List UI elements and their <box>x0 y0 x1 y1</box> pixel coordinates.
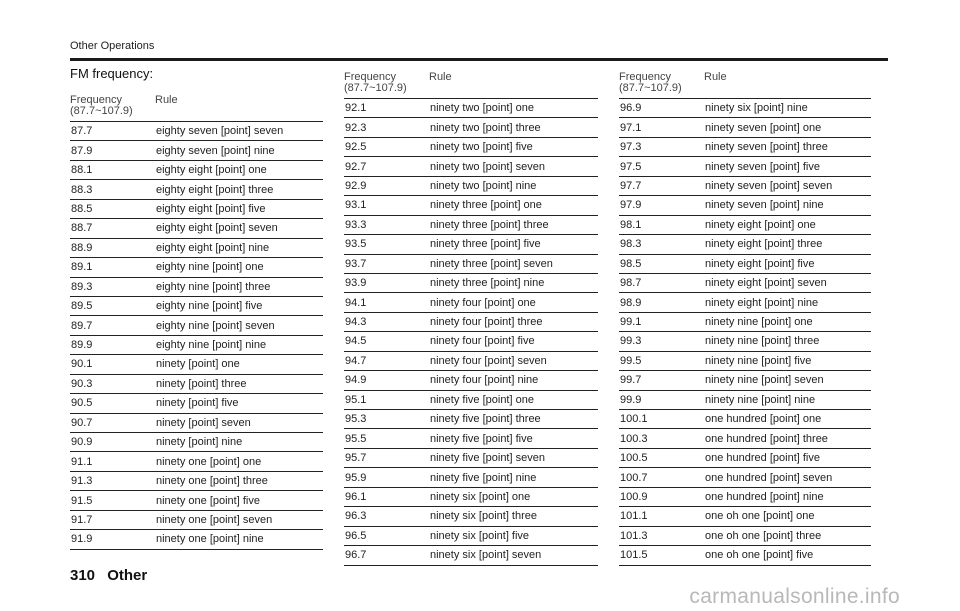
rule-cell: ninety four [point] nine <box>430 374 539 387</box>
frequency-cell: 99.5 <box>620 354 642 367</box>
rule-cell: one oh one [point] one <box>705 510 815 523</box>
rule-cell: eighty nine [point] three <box>156 280 271 293</box>
rule-cell: ninety six [point] seven <box>430 549 542 562</box>
frequency-cell: 89.3 <box>71 280 93 293</box>
rule-cell: eighty nine [point] seven <box>156 319 275 332</box>
rule-cell: ninety one [point] five <box>156 494 260 507</box>
table-column-3 <box>619 72 871 566</box>
frequency-cell: 101.1 <box>620 510 648 523</box>
table-row <box>344 177 598 196</box>
table-row <box>70 433 323 452</box>
frequency-cell: 95.7 <box>345 452 367 465</box>
rule-header: Rule <box>429 71 452 83</box>
rule-cell: one hundred [point] three <box>705 432 828 445</box>
frequency-header <box>70 95 155 119</box>
rule-cell: ninety nine [point] nine <box>705 393 816 406</box>
table-row <box>70 239 323 258</box>
frequency-cell: 91.9 <box>71 533 93 546</box>
table-row <box>70 141 323 160</box>
frequency-cell: 96.7 <box>345 549 367 562</box>
table-row <box>344 99 598 118</box>
frequency-cell: 94.9 <box>345 374 367 387</box>
frequency-cell: 99.9 <box>620 393 642 406</box>
frequency-cell: 98.1 <box>620 218 642 231</box>
frequency-cell: 99.7 <box>620 374 642 387</box>
rule-cell: ninety two [point] one <box>430 102 534 115</box>
table-row <box>70 355 323 374</box>
rule-cell: one oh one [point] three <box>705 529 822 542</box>
table-row <box>70 122 323 141</box>
page-number: 310 <box>70 567 96 584</box>
frequency-cell: 93.3 <box>345 218 367 231</box>
frequency-cell: 91.3 <box>71 475 93 488</box>
frequency-cell: 93.5 <box>345 238 367 251</box>
rule-cell: ninety six [point] three <box>430 510 538 523</box>
rule-cell: ninety six [point] one <box>430 490 531 503</box>
table-row <box>70 394 323 413</box>
frequency-cell: 91.7 <box>71 513 93 526</box>
table-row <box>70 511 323 530</box>
table-row <box>344 488 598 507</box>
frequency-cell: 100.1 <box>620 413 648 426</box>
table-row <box>344 196 598 215</box>
table-row <box>70 414 323 433</box>
rule-cell: ninety six [point] five <box>430 529 530 542</box>
table-row <box>619 157 871 176</box>
frequency-header-label: Frequency <box>344 71 396 83</box>
rule-cell: ninety nine [point] three <box>705 335 820 348</box>
frequency-cell: 89.9 <box>71 339 93 352</box>
table-row <box>344 352 598 371</box>
frequency-header <box>619 72 704 96</box>
table-row <box>70 336 323 355</box>
frequency-cell: 90.5 <box>71 397 93 410</box>
table-column-2 <box>344 72 598 566</box>
rule-cell: ninety [point] seven <box>156 416 251 429</box>
frequency-cell: 95.5 <box>345 432 367 445</box>
table-row <box>619 99 871 118</box>
frequency-header <box>344 72 429 96</box>
rule-cell: ninety seven [point] seven <box>705 179 833 192</box>
rule-cell: ninety eight [point] seven <box>705 277 827 290</box>
frequency-range-label: (87.7~107.9) <box>619 82 682 94</box>
table-row <box>344 332 598 351</box>
rule-cell: ninety nine [point] one <box>705 316 813 329</box>
rule-cell: ninety five [point] five <box>430 432 533 445</box>
rule-cell: ninety six [point] nine <box>705 102 808 115</box>
table-row <box>344 527 598 546</box>
page-footer <box>70 567 147 584</box>
rule-cell: eighty eight [point] five <box>156 202 266 215</box>
frequency-cell: 98.3 <box>620 238 642 251</box>
table-row <box>619 371 871 390</box>
frequency-cell: 100.3 <box>620 432 648 445</box>
rule-cell: ninety [point] one <box>156 358 240 371</box>
table-row <box>619 468 871 487</box>
rule-cell: one hundred [point] one <box>705 413 822 426</box>
table-row <box>619 410 871 429</box>
rule-cell: one hundred [point] seven <box>705 471 833 484</box>
table-row <box>344 157 598 176</box>
table-row <box>70 180 323 199</box>
rule-cell: ninety seven [point] five <box>705 160 820 173</box>
frequency-cell: 97.5 <box>620 160 642 173</box>
frequency-range-label: (87.7~107.9) <box>70 105 133 117</box>
frequency-cell: 93.7 <box>345 257 367 270</box>
table-row <box>619 429 871 448</box>
rule-cell: ninety [point] three <box>156 377 247 390</box>
section-title: FM frequency: <box>70 66 154 81</box>
frequency-cell: 88.1 <box>71 164 93 177</box>
rule-cell: ninety eight [point] one <box>705 218 816 231</box>
rule-header: Rule <box>155 94 178 106</box>
rule-cell: ninety two [point] three <box>430 121 541 134</box>
rule-cell: ninety five [point] nine <box>430 471 537 484</box>
table-header <box>344 72 598 99</box>
frequency-header-label: Frequency <box>70 94 122 106</box>
rule-cell: ninety five [point] one <box>430 393 534 406</box>
rule-cell: ninety one [point] seven <box>156 513 273 526</box>
table-row <box>344 235 598 254</box>
rule-cell: one hundred [point] nine <box>705 490 824 503</box>
frequency-header-label: Frequency <box>619 71 671 83</box>
table-row <box>70 297 323 316</box>
frequency-cell: 90.3 <box>71 377 93 390</box>
frequency-cell: 94.1 <box>345 296 367 309</box>
table-row <box>619 449 871 468</box>
frequency-cell: 97.7 <box>620 179 642 192</box>
frequency-cell: 94.3 <box>345 316 367 329</box>
frequency-cell: 92.7 <box>345 160 367 173</box>
frequency-cell: 96.1 <box>345 490 367 503</box>
table-row <box>619 332 871 351</box>
table-row <box>70 219 323 238</box>
rule-cell: ninety four [point] three <box>430 316 543 329</box>
table-row <box>619 216 871 235</box>
table-row <box>70 491 323 510</box>
frequency-cell: 92.1 <box>345 102 367 115</box>
frequency-cell: 100.9 <box>620 490 648 503</box>
frequency-cell: 101.3 <box>620 529 648 542</box>
table-row <box>70 278 323 297</box>
rule-cell: ninety eight [point] five <box>705 257 815 270</box>
table-row <box>344 274 598 293</box>
frequency-cell: 94.7 <box>345 354 367 367</box>
rule-cell: ninety nine [point] seven <box>705 374 824 387</box>
frequency-cell: 96.3 <box>345 510 367 523</box>
rule-cell: eighty eight [point] seven <box>156 222 278 235</box>
table-row <box>344 371 598 390</box>
table-row <box>70 530 323 549</box>
rule-cell: ninety one [point] three <box>156 475 268 488</box>
rule-cell: eighty eight [point] three <box>156 183 274 196</box>
rule-cell: eighty eight [point] nine <box>156 241 270 254</box>
rule-cell: ninety four [point] five <box>430 335 535 348</box>
table-row <box>344 313 598 332</box>
rule-cell: ninety four [point] seven <box>430 354 547 367</box>
frequency-cell: 87.7 <box>71 125 93 138</box>
table-row <box>344 429 598 448</box>
frequency-cell: 99.3 <box>620 335 642 348</box>
frequency-cell: 99.1 <box>620 316 642 329</box>
watermark: carmanualsonline.info <box>689 585 900 608</box>
footer-section-label: Other <box>107 567 148 584</box>
table-row <box>344 468 598 487</box>
table-row <box>344 410 598 429</box>
frequency-cell: 88.9 <box>71 241 93 254</box>
table-row <box>344 391 598 410</box>
frequency-cell: 91.5 <box>71 494 93 507</box>
frequency-cell: 95.1 <box>345 393 367 406</box>
frequency-cell: 92.5 <box>345 141 367 154</box>
frequency-cell: 101.5 <box>620 549 648 562</box>
table-row <box>619 546 871 565</box>
rule-cell: ninety eight [point] nine <box>705 296 819 309</box>
table-row <box>619 507 871 526</box>
table-row <box>619 138 871 157</box>
rule-cell: eighty seven [point] nine <box>156 144 275 157</box>
rule-cell: ninety seven [point] three <box>705 141 828 154</box>
frequency-cell: 97.3 <box>620 141 642 154</box>
table-row <box>344 118 598 137</box>
frequency-cell: 92.9 <box>345 179 367 192</box>
rule-cell: ninety three [point] one <box>430 199 542 212</box>
rule-cell: ninety [point] five <box>156 397 239 410</box>
table-row <box>70 316 323 335</box>
table-row <box>70 258 323 277</box>
frequency-cell: 90.1 <box>71 358 93 371</box>
rule-cell: ninety nine [point] five <box>705 354 812 367</box>
frequency-cell: 90.9 <box>71 436 93 449</box>
rule-cell: ninety seven [point] one <box>705 121 822 134</box>
header-rule <box>70 58 888 61</box>
table-row <box>619 527 871 546</box>
frequency-cell: 90.7 <box>71 416 93 429</box>
frequency-cell: 88.5 <box>71 202 93 215</box>
rule-cell: one hundred [point] five <box>705 452 820 465</box>
rule-cell: ninety four [point] one <box>430 296 536 309</box>
rule-cell: ninety [point] nine <box>156 436 243 449</box>
table-header <box>619 72 871 99</box>
table-row <box>344 507 598 526</box>
frequency-cell: 88.7 <box>71 222 93 235</box>
frequency-cell: 94.5 <box>345 335 367 348</box>
table-row <box>619 293 871 312</box>
frequency-cell: 92.3 <box>345 121 367 134</box>
frequency-cell: 96.9 <box>620 102 642 115</box>
rule-cell: ninety two [point] nine <box>430 179 537 192</box>
table-row <box>344 138 598 157</box>
rule-cell: eighty seven [point] seven <box>156 125 284 138</box>
table-row <box>619 118 871 137</box>
table-row <box>619 274 871 293</box>
frequency-cell: 100.5 <box>620 452 648 465</box>
table-header <box>70 95 323 122</box>
frequency-cell: 97.1 <box>620 121 642 134</box>
table-row <box>619 255 871 274</box>
table-row <box>619 391 871 410</box>
rule-cell: ninety five [point] seven <box>430 452 545 465</box>
frequency-cell: 93.1 <box>345 199 367 212</box>
frequency-cell: 89.7 <box>71 319 93 332</box>
frequency-cell: 97.9 <box>620 199 642 212</box>
table-row <box>344 293 598 312</box>
rule-cell: ninety one [point] one <box>156 455 262 468</box>
running-head: Other Operations <box>70 40 155 52</box>
rule-cell: eighty eight [point] one <box>156 164 267 177</box>
rule-cell: ninety three [point] seven <box>430 257 553 270</box>
table-row <box>70 200 323 219</box>
frequency-cell: 91.1 <box>71 455 93 468</box>
table-row <box>619 235 871 254</box>
table-row <box>70 375 323 394</box>
frequency-cell: 88.3 <box>71 183 93 196</box>
table-row <box>344 546 598 565</box>
frequency-cell: 89.1 <box>71 261 93 274</box>
table-row <box>344 255 598 274</box>
rule-cell: ninety eight [point] three <box>705 238 823 251</box>
table-row <box>70 161 323 180</box>
frequency-cell: 98.5 <box>620 257 642 270</box>
rule-cell: one oh one [point] five <box>705 549 814 562</box>
rule-cell: ninety three [point] nine <box>430 277 545 290</box>
rule-cell: ninety two [point] five <box>430 141 533 154</box>
frequency-cell: 89.5 <box>71 300 93 313</box>
table-row <box>344 449 598 468</box>
rule-cell: ninety three [point] three <box>430 218 549 231</box>
rule-cell: eighty nine [point] one <box>156 261 264 274</box>
table-row <box>70 472 323 491</box>
frequency-cell: 98.7 <box>620 277 642 290</box>
table-column-1 <box>70 95 323 550</box>
frequency-cell: 95.9 <box>345 471 367 484</box>
rule-header: Rule <box>704 71 727 83</box>
frequency-cell: 100.7 <box>620 471 648 484</box>
table-row <box>619 177 871 196</box>
frequency-cell: 87.9 <box>71 144 93 157</box>
rule-cell: ninety three [point] five <box>430 238 541 251</box>
table-row <box>70 452 323 471</box>
frequency-range-label: (87.7~107.9) <box>344 82 407 94</box>
rule-cell: eighty nine [point] five <box>156 300 263 313</box>
table-row <box>619 352 871 371</box>
rule-cell: eighty nine [point] nine <box>156 339 267 352</box>
frequency-cell: 96.5 <box>345 529 367 542</box>
frequency-cell: 95.3 <box>345 413 367 426</box>
rule-cell: ninety five [point] three <box>430 413 541 426</box>
table-row <box>619 196 871 215</box>
rule-cell: ninety two [point] seven <box>430 160 545 173</box>
table-row <box>619 488 871 507</box>
rule-cell: ninety one [point] nine <box>156 533 264 546</box>
frequency-cell: 93.9 <box>345 277 367 290</box>
table-row <box>344 216 598 235</box>
frequency-cell: 98.9 <box>620 296 642 309</box>
table-row <box>619 313 871 332</box>
rule-cell: ninety seven [point] nine <box>705 199 824 212</box>
